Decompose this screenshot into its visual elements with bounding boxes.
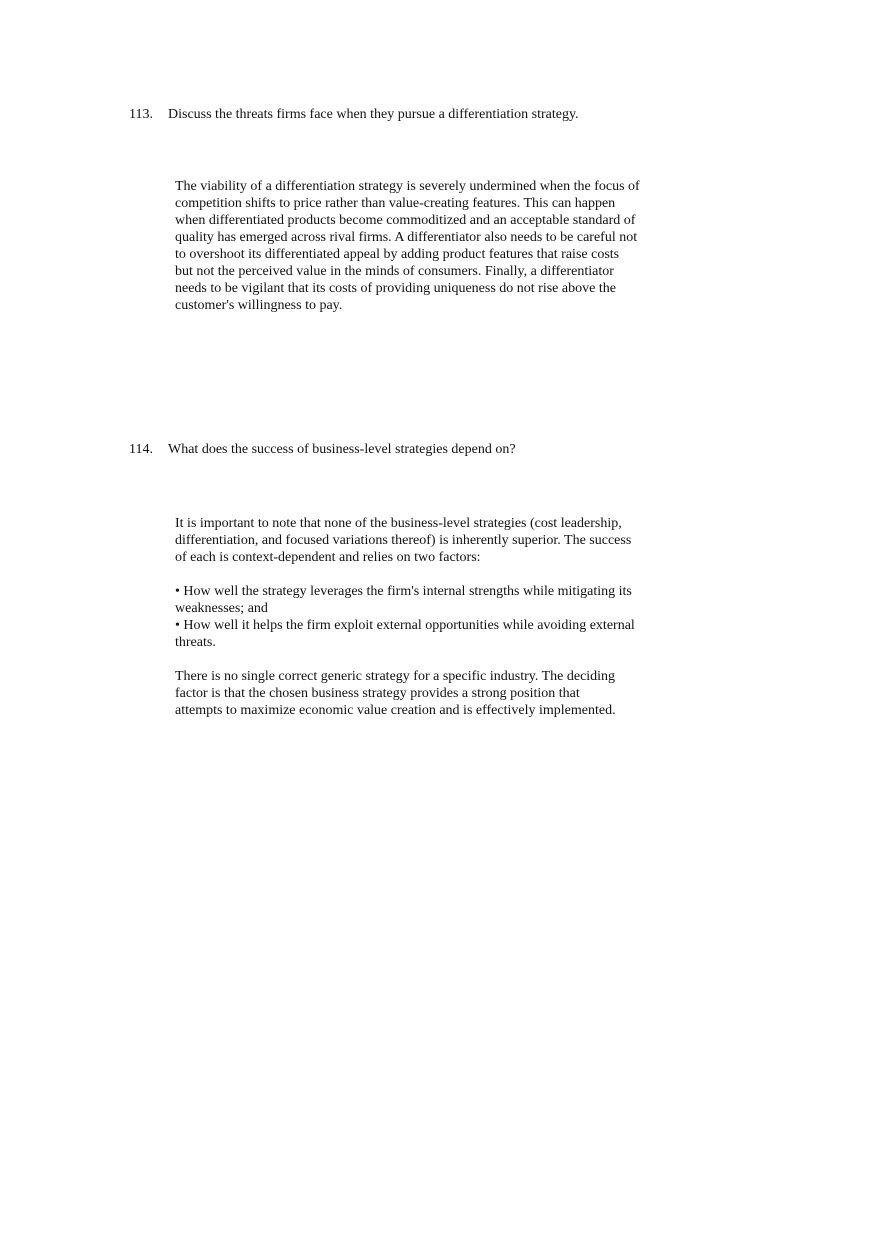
bullet-line: • How well it helps the firm exploit external opportunities while avoiding external	[175, 618, 635, 633]
answer-113	[175, 178, 665, 314]
bullet-line: • How well the strategy leverages the firm's internal strengths while mitigating its	[175, 584, 632, 599]
question-text: What does the success of business-level strategies depend on?	[168, 442, 516, 457]
answer-line: of each is context-dependent and relies on two factors:	[175, 550, 481, 565]
answer-line: factor is that the chosen business strategy provides a strong position that	[175, 686, 580, 701]
answer-line: to overshoot its differentiated appeal by adding product features that raise costs	[175, 247, 620, 262]
answer-line: There is no single correct generic strategy for a specific industry. The deciding	[175, 669, 616, 684]
answer-line: when differentiated products become commoditized and an acceptable standard of	[175, 213, 636, 228]
answer-line: customer's willingness to pay.	[175, 298, 343, 313]
bullet-line: threats.	[175, 635, 216, 650]
answer-line: competition shifts to price rather than value-creating features. This can happen	[175, 196, 616, 211]
question-number: 114.	[129, 442, 153, 457]
question-114	[129, 441, 516, 458]
answer-line: needs to be vigilant that its costs of providing uniqueness do not rise above the	[175, 281, 616, 296]
answer-114	[175, 515, 665, 719]
answer-line: but not the perceived value in the minds of consumers. Finally, a differentiator	[175, 264, 614, 279]
answer-line: differentiation, and focused variations thereof) is inherently superior. The success	[175, 533, 632, 548]
answer-line: The viability of a differentiation strategy is severely undermined when the focus of	[175, 179, 640, 194]
paragraph-gap	[175, 651, 665, 668]
question-113	[129, 106, 579, 123]
question-text: Discuss the threats firms face when they pursue a differentiation strategy.	[168, 107, 579, 122]
question-number: 113.	[129, 107, 153, 122]
answer-line: attempts to maximize economic value creation and is effectively implemented.	[175, 703, 616, 718]
answer-line: It is important to note that none of the business-level strategies (cost leadership,	[175, 516, 622, 531]
answer-line: quality has emerged across rival firms. A differentiator also needs to be careful not	[175, 230, 638, 245]
paragraph-gap	[175, 566, 665, 583]
bullet-line: weaknesses; and	[175, 601, 268, 616]
